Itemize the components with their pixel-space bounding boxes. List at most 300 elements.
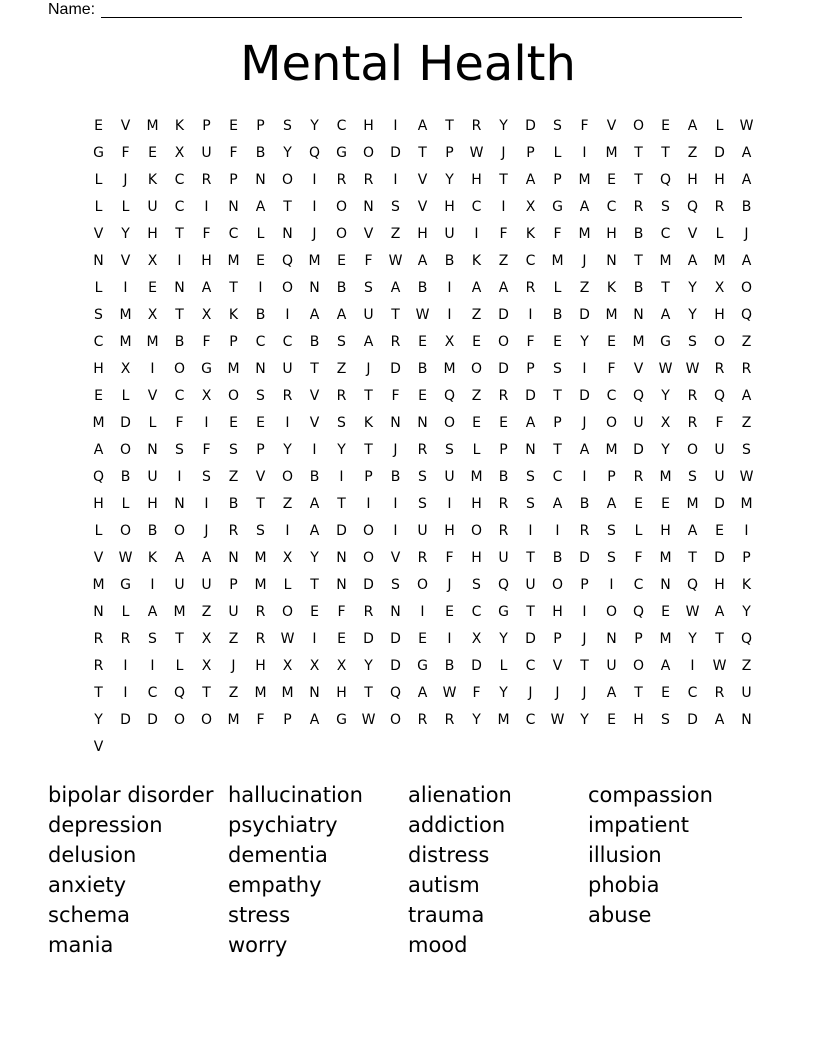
grid-letter: Z — [741, 333, 752, 350]
grid-letter: M — [254, 549, 267, 566]
grid-letter: E — [94, 387, 103, 404]
grid-letter: A — [255, 198, 266, 215]
grid-letter: T — [364, 684, 373, 701]
grid-letter: C — [471, 603, 482, 620]
grid-letter: O — [443, 414, 456, 431]
grid-letter: Y — [337, 441, 346, 458]
grid-letter: H — [444, 198, 455, 215]
grid-letter: Z — [228, 684, 239, 701]
grid-letter: W — [685, 360, 700, 377]
grid-letter: W — [712, 657, 727, 674]
grid-letter: M — [227, 711, 240, 728]
grid-letter: Y — [688, 630, 697, 647]
grid-letter: K — [471, 252, 482, 269]
grid-letter: M — [92, 576, 105, 593]
grid-letter: T — [418, 144, 427, 161]
grid-letter: R — [228, 522, 239, 539]
grid-letter: I — [150, 576, 155, 593]
grid-letter: X — [660, 414, 671, 431]
grid-letter: F — [553, 225, 562, 242]
grid-letter: M — [686, 495, 699, 512]
grid-letter: T — [175, 630, 184, 647]
grid-letter: I — [312, 198, 317, 215]
grid-letter: M — [254, 684, 267, 701]
grid-letter: D — [525, 387, 536, 404]
grid-letter: E — [256, 252, 265, 269]
grid-letter: P — [283, 711, 292, 728]
word-bank-item: compassion — [588, 783, 713, 807]
grid-letter: S — [607, 549, 616, 566]
grid-letter: Y — [661, 441, 670, 458]
grid-letter: Y — [688, 279, 697, 296]
grid-letter: Z — [471, 306, 482, 323]
grid-letter: I — [177, 252, 182, 269]
grid-letter: U — [174, 576, 185, 593]
grid-letter: K — [606, 279, 617, 296]
grid-letter: U — [498, 549, 509, 566]
grid-letter: K — [363, 414, 374, 431]
grid-letter: W — [739, 468, 754, 485]
grid-letter: R — [336, 387, 347, 404]
grid-letter: V — [255, 468, 266, 485]
grid-letter: E — [229, 117, 238, 134]
grid-letter: Q — [632, 387, 645, 404]
grid-letter: I — [501, 198, 506, 215]
grid-letter: X — [444, 333, 455, 350]
grid-letter: R — [120, 630, 131, 647]
grid-letter: O — [335, 225, 348, 242]
grid-letter: S — [526, 495, 535, 512]
grid-letter: E — [148, 144, 157, 161]
grid-letter: Q — [686, 576, 699, 593]
grid-letter: E — [607, 171, 616, 188]
grid-letter: V — [120, 252, 131, 269]
word-bank-item: psychiatry — [228, 813, 338, 837]
grid-letter: X — [714, 279, 725, 296]
grid-letter: H — [471, 549, 482, 566]
word-bank — [48, 780, 768, 960]
grid-letter: J — [393, 441, 398, 458]
grid-letter: A — [714, 711, 725, 728]
grid-letter: K — [228, 306, 239, 323]
grid-letter: E — [148, 279, 157, 296]
grid-letter: U — [201, 144, 212, 161]
grid-letter: H — [714, 171, 725, 188]
grid-letter: I — [123, 279, 128, 296]
grid-letter: C — [174, 171, 185, 188]
grid-letter: R — [714, 684, 725, 701]
grid-letter: Q — [389, 684, 402, 701]
grid-letter: Y — [310, 549, 319, 566]
grid-letter: O — [605, 414, 618, 431]
grid-letter: E — [229, 414, 238, 431]
grid-letter: F — [121, 144, 130, 161]
grid-letter: F — [337, 603, 346, 620]
grid-letter: S — [472, 576, 481, 593]
grid-letter: H — [471, 495, 482, 512]
grid-letter: N — [174, 279, 185, 296]
grid-letter: T — [94, 684, 103, 701]
grid-letter: O — [713, 333, 726, 350]
grid-letter: I — [474, 225, 479, 242]
grid-letter: U — [147, 468, 158, 485]
grid-letter: R — [363, 171, 374, 188]
grid-letter: Y — [688, 306, 697, 323]
grid-letter: P — [553, 414, 562, 431]
grid-letter: E — [337, 630, 346, 647]
grid-letter: S — [661, 711, 670, 728]
grid-letter: B — [255, 144, 266, 161]
grid-letter: S — [229, 441, 238, 458]
grid-letter: N — [93, 252, 104, 269]
grid-letter: T — [553, 441, 562, 458]
grid-letter: M — [605, 441, 618, 458]
grid-letter: X — [147, 306, 158, 323]
grid-letter: V — [363, 225, 374, 242]
grid-letter: M — [578, 171, 591, 188]
grid-letter: O — [605, 603, 618, 620]
grid-letter: R — [741, 360, 752, 377]
grid-letter: Y — [283, 441, 292, 458]
word-bank-item: autism — [408, 873, 480, 897]
grid-letter: D — [525, 117, 536, 134]
grid-letter: P — [229, 576, 238, 593]
grid-letter: J — [123, 171, 128, 188]
grid-letter: Q — [308, 144, 321, 161]
grid-letter: M — [227, 360, 240, 377]
grid-letter: H — [417, 225, 428, 242]
grid-letter: S — [742, 441, 751, 458]
grid-letter: P — [634, 630, 643, 647]
grid-letter: H — [363, 117, 374, 134]
grid-letter: T — [688, 549, 697, 566]
grid-letter: R — [282, 387, 293, 404]
grid-letter: D — [498, 360, 509, 377]
grid-letter: C — [606, 387, 617, 404]
grid-letter: Y — [742, 603, 751, 620]
grid-letter: O — [281, 279, 294, 296]
grid-letter: E — [553, 333, 562, 350]
grid-letter: T — [445, 117, 454, 134]
grid-letter: F — [202, 441, 211, 458]
grid-letter: M — [227, 252, 240, 269]
grid-letter: S — [175, 441, 184, 458]
grid-letter: Z — [741, 414, 752, 431]
grid-letter: J — [447, 576, 452, 593]
grid-letter: U — [525, 576, 536, 593]
grid-letter: D — [471, 657, 482, 674]
grid-letter: F — [526, 333, 535, 350]
grid-letter: K — [147, 171, 158, 188]
grid-letter: A — [525, 171, 536, 188]
grid-letter: M — [740, 495, 753, 512]
grid-letter: D — [336, 522, 347, 539]
grid-letter: A — [687, 117, 698, 134]
grid-letter: S — [526, 468, 535, 485]
grid-letter: U — [444, 468, 455, 485]
grid-letter: T — [580, 657, 589, 674]
grid-letter: P — [526, 360, 535, 377]
grid-letter: D — [363, 576, 374, 593]
grid-letter: R — [633, 198, 644, 215]
grid-letter: A — [687, 522, 698, 539]
grid-letter: A — [201, 549, 212, 566]
grid-letter: M — [659, 468, 672, 485]
grid-letter: A — [309, 522, 320, 539]
grid-letter: R — [579, 522, 590, 539]
grid-letter: T — [256, 495, 265, 512]
grid-letter: X — [201, 630, 212, 647]
grid-letter: X — [282, 549, 293, 566]
grid-letter: X — [336, 657, 347, 674]
grid-letter: S — [553, 360, 562, 377]
grid-letter: O — [389, 711, 402, 728]
grid-letter: D — [714, 495, 725, 512]
grid-letter: I — [177, 468, 182, 485]
word-bank-item: abuse — [588, 903, 652, 927]
grid-letter: E — [445, 603, 454, 620]
grid-letter: S — [418, 495, 427, 512]
grid-letter: N — [660, 576, 671, 593]
grid-letter: P — [364, 468, 373, 485]
grid-letter: S — [148, 630, 157, 647]
grid-letter: Z — [390, 225, 401, 242]
grid-letter: R — [336, 171, 347, 188]
grid-letter: D — [525, 630, 536, 647]
grid-letter: E — [310, 603, 319, 620]
grid-letter: D — [579, 549, 590, 566]
grid-letter: L — [283, 576, 292, 593]
grid-letter: I — [285, 306, 290, 323]
grid-letter: L — [499, 657, 508, 674]
grid-letter: Y — [364, 657, 373, 674]
grid-letter: E — [715, 522, 724, 539]
grid-letter: A — [363, 333, 374, 350]
grid-letter: H — [255, 657, 266, 674]
grid-letter: O — [362, 549, 375, 566]
grid-letter: P — [229, 171, 238, 188]
grid-letter: O — [281, 171, 294, 188]
grid-letter: V — [687, 225, 698, 242]
grid-letter: J — [312, 225, 317, 242]
grid-letter: F — [256, 711, 265, 728]
grid-letter: X — [120, 360, 131, 377]
grid-letter: B — [498, 468, 509, 485]
grid-letter: D — [579, 387, 590, 404]
grid-letter: E — [634, 495, 643, 512]
grid-letter: U — [714, 468, 725, 485]
grid-letter: O — [470, 522, 483, 539]
grid-letter: E — [661, 117, 670, 134]
grid-letter: B — [417, 279, 428, 296]
grid-letter: L — [148, 414, 157, 431]
grid-letter: A — [201, 279, 212, 296]
word-bank-item: mania — [48, 933, 114, 957]
grid-letter: F — [364, 252, 373, 269]
grid-letter: E — [607, 333, 616, 350]
grid-letter: M — [659, 630, 672, 647]
grid-letter: O — [497, 333, 510, 350]
grid-letter: C — [93, 333, 104, 350]
grid-letter: T — [526, 549, 535, 566]
grid-letter: H — [687, 171, 698, 188]
grid-letter: N — [417, 414, 428, 431]
grid-letter: I — [609, 576, 614, 593]
grid-letter: I — [123, 657, 128, 674]
grid-letter: S — [364, 279, 373, 296]
grid-letter: A — [498, 279, 509, 296]
word-bank-item: alienation — [408, 783, 512, 807]
grid-letter: C — [660, 225, 671, 242]
grid-letter: T — [202, 684, 211, 701]
grid-letter: H — [606, 225, 617, 242]
grid-letter: R — [417, 549, 428, 566]
grid-letter: I — [393, 171, 398, 188]
grid-letter: P — [553, 630, 562, 647]
grid-letter: I — [204, 198, 209, 215]
grid-letter: C — [552, 468, 563, 485]
grid-letter: L — [121, 495, 130, 512]
grid-letter: A — [93, 441, 104, 458]
grid-letter: Z — [741, 657, 752, 674]
grid-letter: Y — [661, 387, 670, 404]
grid-letter: M — [497, 711, 510, 728]
grid-letter: O — [173, 522, 186, 539]
grid-letter: Q — [740, 306, 753, 323]
grid-letter: O — [632, 657, 645, 674]
grid-letter: N — [255, 171, 266, 188]
word-bank-item: schema — [48, 903, 131, 927]
grid-letter: Z — [498, 252, 509, 269]
grid-letter: N — [336, 549, 347, 566]
grid-letter: I — [528, 306, 533, 323]
grid-letter: M — [659, 252, 672, 269]
grid-letter: N — [228, 549, 239, 566]
name-field — [48, 0, 742, 18]
grid-letter: H — [714, 576, 725, 593]
grid-letter: I — [582, 360, 587, 377]
grid-letter: N — [606, 252, 617, 269]
grid-letter: G — [336, 711, 347, 728]
grid-letter: E — [472, 333, 481, 350]
grid-letter: Q — [92, 468, 105, 485]
grid-letter: B — [336, 279, 347, 296]
grid-letter: V — [120, 117, 131, 134]
grid-letter: V — [390, 549, 401, 566]
grid-letter: O — [119, 441, 132, 458]
grid-letter: N — [93, 603, 104, 620]
grid-letter: N — [228, 198, 239, 215]
grid-letter: F — [229, 144, 238, 161]
grid-letter: T — [283, 198, 292, 215]
grid-letter: A — [660, 306, 671, 323]
grid-letter: V — [93, 738, 104, 755]
grid-letter: B — [390, 468, 401, 485]
grid-letter: U — [444, 225, 455, 242]
grid-letter: N — [390, 414, 401, 431]
grid-letter: L — [715, 117, 724, 134]
grid-letter: R — [525, 279, 536, 296]
grid-letter: I — [447, 306, 452, 323]
grid-letter: S — [553, 117, 562, 134]
grid-letter: Q — [632, 603, 645, 620]
grid-letter: R — [93, 657, 104, 674]
grid-letter: S — [418, 468, 427, 485]
grid-letter: G — [552, 198, 563, 215]
grid-letter: Q — [497, 576, 510, 593]
grid-letter: O — [740, 279, 753, 296]
grid-letter: B — [228, 495, 239, 512]
grid-letter: M — [146, 117, 159, 134]
grid-letter: F — [607, 360, 616, 377]
grid-letter: F — [445, 549, 454, 566]
grid-letter: T — [526, 603, 535, 620]
grid-letter: V — [309, 387, 320, 404]
grid-letter: I — [555, 522, 560, 539]
grid-letter: A — [660, 657, 671, 674]
grid-letter: C — [606, 198, 617, 215]
grid-letter: X — [174, 144, 185, 161]
word-bank-item: hallucination — [228, 783, 363, 807]
grid-letter: T — [310, 576, 319, 593]
grid-letter: M — [281, 684, 294, 701]
grid-letter: Z — [471, 387, 482, 404]
grid-letter: D — [633, 441, 644, 458]
word-bank-item: delusion — [48, 843, 137, 867]
grid-letter: Q — [659, 171, 672, 188]
grid-letter: M — [605, 306, 618, 323]
grid-letter: A — [741, 144, 752, 161]
grid-letter: T — [499, 171, 508, 188]
grid-letter: Q — [443, 387, 456, 404]
grid-letter: R — [255, 630, 266, 647]
grid-letter: H — [93, 360, 104, 377]
grid-letter: A — [741, 252, 752, 269]
grid-letter: A — [417, 252, 428, 269]
word-bank-item: stress — [228, 903, 291, 927]
grid-letter: U — [741, 684, 752, 701]
grid-letter: M — [254, 576, 267, 593]
grid-letter: R — [255, 603, 266, 620]
grid-letter: R — [498, 522, 509, 539]
grid-letter: I — [312, 441, 317, 458]
grid-letter: Z — [282, 495, 293, 512]
word-bank-item: dementia — [228, 843, 328, 867]
grid-letter: C — [633, 576, 644, 593]
grid-letter: K — [741, 576, 752, 593]
grid-letter: L — [715, 225, 724, 242]
grid-letter: J — [501, 144, 506, 161]
word-bank-item: bipolar disorder — [48, 783, 214, 807]
grid-letter: G — [417, 657, 428, 674]
grid-letter: R — [417, 711, 428, 728]
grid-letter: D — [147, 711, 158, 728]
grid-letter: U — [606, 657, 617, 674]
grid-letter: D — [579, 306, 590, 323]
grid-letter: G — [120, 576, 131, 593]
word-bank-item: empathy — [228, 873, 322, 897]
grid-letter: Y — [445, 171, 454, 188]
grid-letter: B — [741, 198, 752, 215]
grid-letter: O — [362, 144, 375, 161]
grid-letter: M — [92, 414, 105, 431]
name-line — [101, 3, 742, 18]
grid-letter: T — [634, 144, 643, 161]
grid-letter: H — [552, 603, 563, 620]
grid-letter: T — [364, 441, 373, 458]
grid-letter: M — [119, 306, 132, 323]
grid-letter: W — [739, 117, 754, 134]
